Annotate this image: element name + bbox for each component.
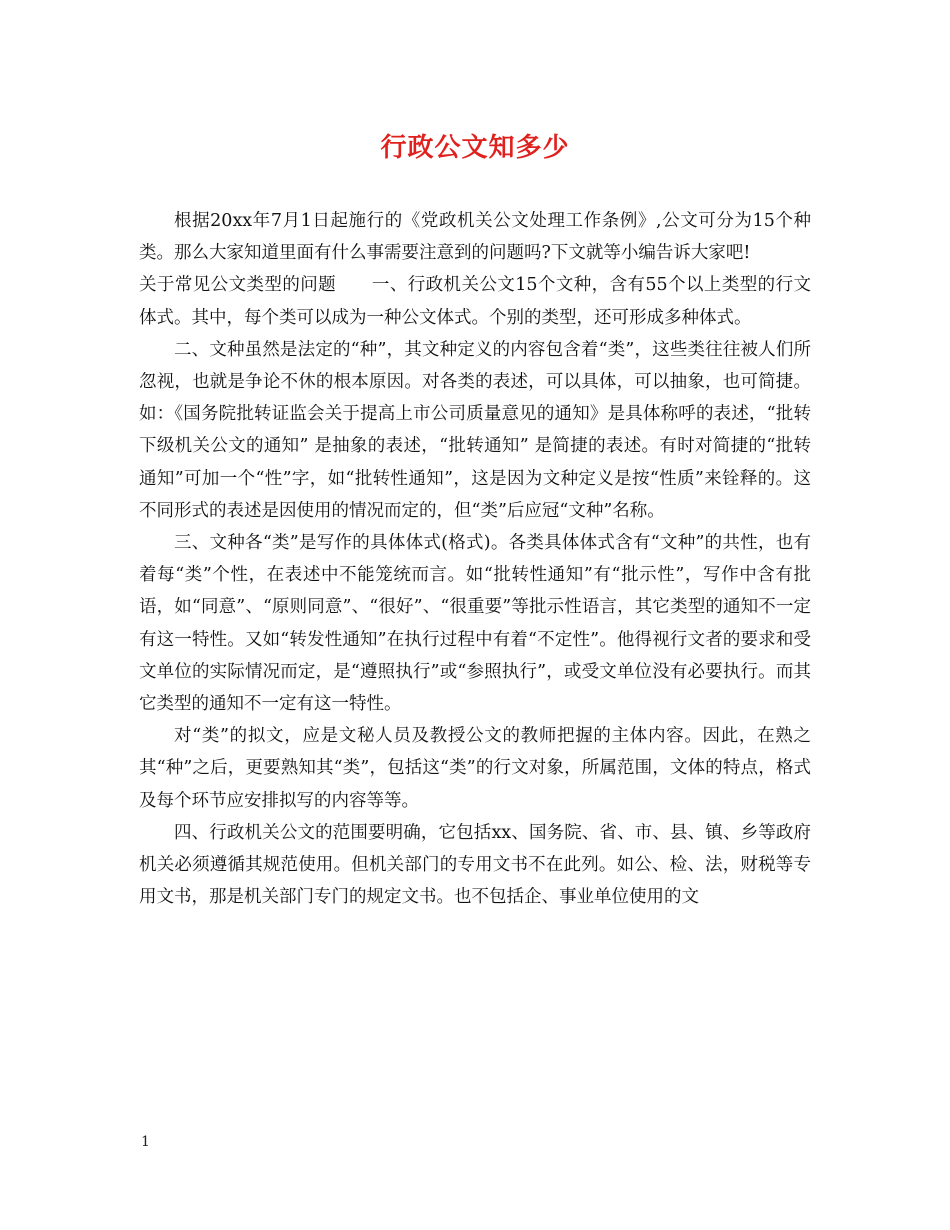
document-body <box>139 205 811 913</box>
paragraph-section-4: 四、行政机关公文的范围要明确，它包括xx、国务院、省、市、县、镇、乡等政府机关必须遵循其规范使用。但机关部门的专用文书不在此列。如公、检、法，财税等专用文书，那是机关部门专门的规定文书。也不包括企、事业单位使用的文 <box>139 822 811 908</box>
paragraph-intro: 根据20xx年7月1日起施行的《党政机关公文处理工作条例》,公文可分为15个种类。那么大家知道里面有什么事需要注意到的问题吗?下文就等小编告诉大家吧! <box>139 211 811 264</box>
paragraph-drafting: 对“类”的拟文，应是文秘人员及教授公文的教师把握的主体内容。因此，在熟之其“种”之后，更要熟知其“类”，包括这“类”的行文对象，所属范围，文体的特点，格式及每个环节应安排拟写的内容等等。 <box>139 726 811 811</box>
paragraph-section-2: 二、文种虽然是法定的“种”，其文种定义的内容包含着“类”，这些类往往被人们所忽视，也就是争论不休的根本原因。对各类的表述，可以具体，可以抽象，也可简捷。如：《国务院批转证监会关于提高上市公司质量意见的通知》是具体称呼的表述，“批转下级机关公文的通知” 是抽象的表述，“批转通知” 是简捷的表述。有时对简捷的“批转通知”可加一个“性”字，如“批转性通知”，这是因为文种定义是按“性质”来铨释的。这不同形式的表述是因使用的情况而定的，但“类”后应冠“文种”名称。 <box>139 339 811 521</box>
paragraph-section-1: 关于常见公文类型的问题 一、行政机关公文15个文种，含有55个以上类型的行文体式。其中，每个类可以成为一种公文体式。个别的类型，还可形成多种体式。 <box>139 275 811 328</box>
page-number: 1 <box>141 1134 150 1150</box>
document-title: 行政公文知多少 <box>380 133 570 163</box>
paragraph-section-3: 三、文种各“类”是写作的具体体式(格式)。各类具体体式含有“文种”的共性，也有着每“类”个性，在表述中不能笼统而言。如“批转性通知”有“批示性”，写作中含有批语，如“同意”、“原则同意”、“很好”、“很重要”等批示性语言，其它类型的通知不一定有这一特性。又如“转发性通知”在执行过程中有着“不定性”。他得视行文者的要求和受文单位的实际情况而定，是“遵照执行”或“参照执行”，或受文单位没有必要执行。而其它类型的通知不一定有这一特性。 <box>139 533 811 715</box>
